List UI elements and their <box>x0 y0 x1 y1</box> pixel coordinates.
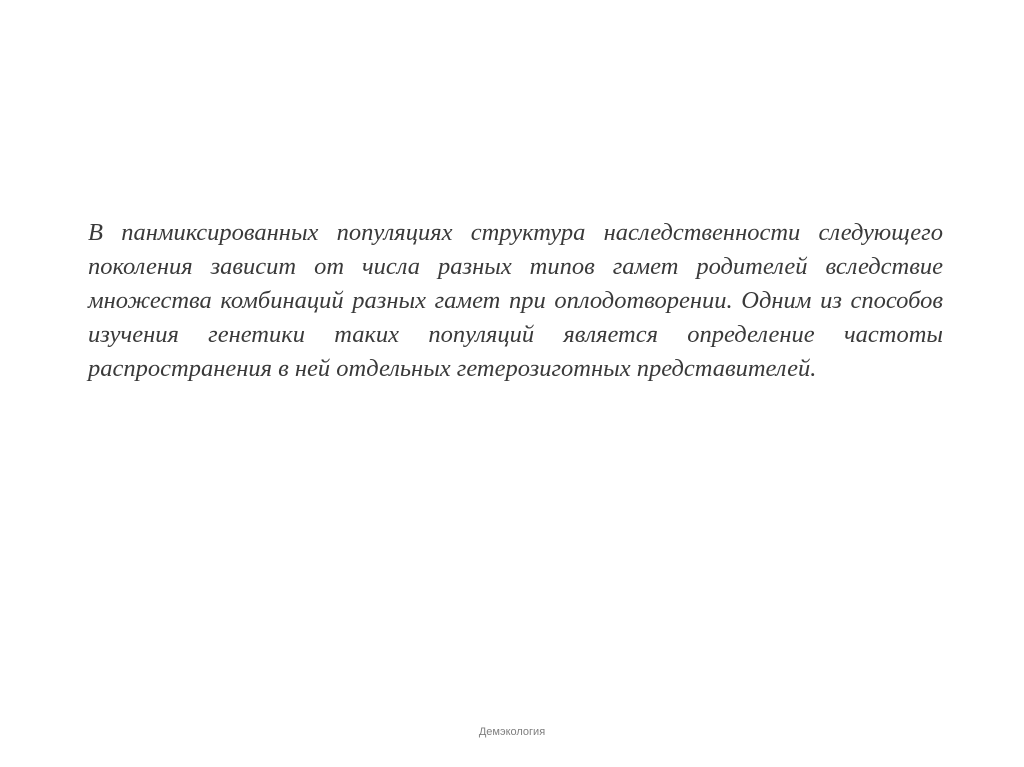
slide-body-text: В панмиксированных популяциях структура наследственности следующего поколения зависит от числа разных типов гамет родителей вследствие множества комбинаций разных гамет при оплодотворении. Одним из способов изучения генетики таких популяций является определение частоты распространения в ней отдельных гетерозиготных представителей. <box>88 219 943 382</box>
slide-footer: Демэкология <box>478 726 546 738</box>
